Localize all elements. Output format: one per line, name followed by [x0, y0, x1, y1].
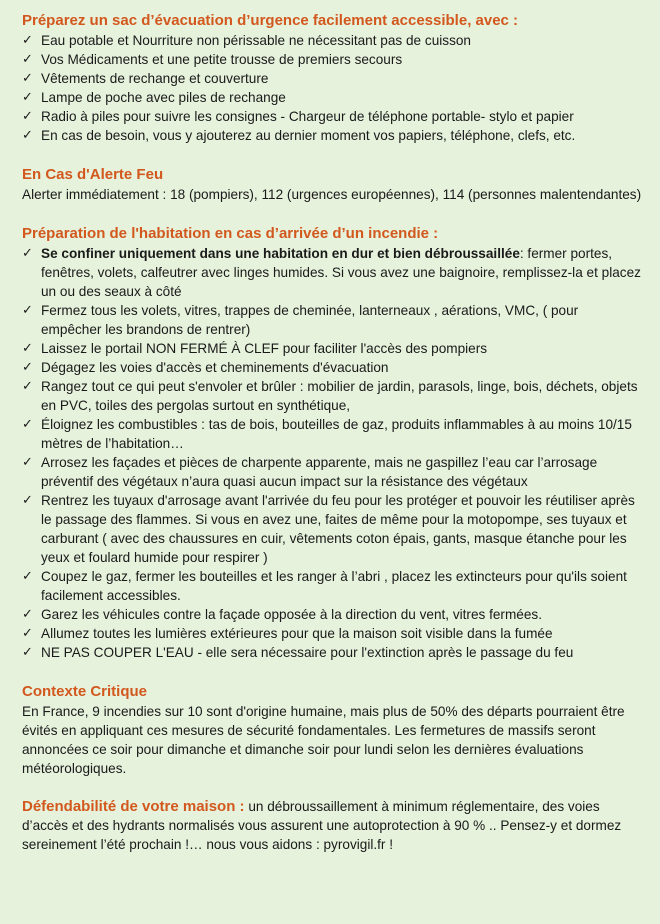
list-item — [22, 339, 642, 358]
list-item-text: Dégagez les voies d'accès et cheminements d'évacuation — [41, 360, 389, 375]
list-item-text: Vêtements de rechange et couverture — [41, 71, 269, 86]
check-icon: ✓ — [22, 341, 33, 356]
check-icon: ✓ — [22, 71, 33, 86]
list-item-text: Allumez toutes les lumières extérieures pour que la maison soit visible dans la fumée — [41, 626, 553, 641]
list-item — [22, 50, 642, 69]
check-icon: ✓ — [22, 109, 33, 124]
list-item-text: NE PAS COUPER L'EAU - elle sera nécessaire pour l'extinction après le passage du feu — [41, 645, 574, 660]
check-icon: ✓ — [22, 626, 33, 641]
check-icon: ✓ — [22, 360, 33, 375]
check-icon: ✓ — [22, 52, 33, 67]
evacuation-bag-list — [22, 31, 642, 145]
check-icon: ✓ — [22, 417, 33, 432]
check-icon: ✓ — [22, 128, 33, 143]
check-icon: ✓ — [22, 493, 33, 508]
check-icon: ✓ — [22, 607, 33, 622]
list-item-text: Eau potable et Nourriture non périssable ne nécessitant pas de cuisson — [41, 33, 471, 48]
check-icon: ✓ — [22, 645, 33, 660]
check-icon: ✓ — [22, 455, 33, 470]
section-house-preparation — [22, 223, 642, 662]
list-item — [22, 301, 642, 339]
list-item-text: Fermez tous les volets, vitres, trappes de cheminée, lanterneaux , aérations, VMC, ( pour empêcher les brandons de rentrer) — [41, 303, 579, 337]
defensibility-paragraph — [22, 797, 642, 854]
list-item — [22, 453, 642, 491]
list-item — [22, 491, 642, 567]
list-item-text: Vos Médicaments et une petite trousse de premiers secours — [41, 52, 403, 67]
list-item — [22, 624, 642, 643]
critical-context-text: En France, 9 incendies sur 10 sont d'origine humaine, mais plus de 50% des départs pourraient être évités en appliquant ces mesures de sécurité fondamentales. Les fermetures de massifs seront annoncées ce soir pour dimanche et dimanche soir pour lundi selon les dernières évaluations météorologiques. — [22, 704, 625, 776]
check-icon: ✓ — [22, 246, 33, 261]
check-icon: ✓ — [22, 303, 33, 318]
section-evacuation-bag — [22, 10, 642, 145]
list-item — [22, 88, 642, 107]
check-icon: ✓ — [22, 33, 33, 48]
list-item — [22, 567, 642, 605]
website-link[interactable]: pyrovigil.fr ! — [323, 837, 393, 852]
list-item — [22, 415, 642, 453]
list-item-text: Radio à piles pour suivre les consignes - Chargeur de téléphone portable- stylo et papier — [41, 109, 574, 124]
list-item — [22, 377, 642, 415]
list-item-text: Lampe de poche avec piles de rechange — [41, 90, 286, 105]
fire-alert-title: En Cas d'Alerte Feu — [22, 166, 164, 183]
list-item-text: Laissez le portail NON FERMÉ À CLEF pour faciliter l'accès des pompiers — [41, 341, 488, 356]
check-icon: ✓ — [22, 379, 33, 394]
house-preparation-title: Préparation de l'habitation en cas d’arrivée d’un incendie : — [22, 225, 439, 242]
list-item — [22, 244, 642, 301]
defensibility-lead: Défendabilité de votre maison : — [22, 798, 245, 815]
list-item-text: Coupez le gaz, fermer les bouteilles et les ranger à l’abri , placez les extincteurs pour qu'ils soient facilement accessibles. — [41, 569, 627, 603]
confinement-text: : fermer portes, fenêtres, volets, calfeutrer avec linges humides. Si vous avez une baignoire, remplissez-la et placez un ou des seaux à côté — [41, 246, 641, 299]
section-fire-alert — [22, 164, 642, 204]
list-item-text: Garez les véhicules contre la façade opposée à la direction du vent, vitres fermées. — [41, 607, 542, 622]
list-item — [22, 69, 642, 88]
check-icon: ✓ — [22, 90, 33, 105]
list-item — [22, 107, 642, 126]
defensibility-text: un débroussaillement à minimum réglementaire, des voies d’accès et des hydrants normalisés vous assurent une autoprotection à 90 % .. Pensez-y et dormez sereinement l’été prochain !… nous vous aidons : — [22, 799, 622, 852]
list-item-text: Arrosez les façades et pièces de charpente apparente, mais ne gaspillez l’eau car l’arrosage préventif des végétaux n’aura quasi aucun impact sur la résistance des végétaux — [41, 455, 598, 489]
list-item-text: Éloignez les combustibles : tas de bois, bouteilles de gaz, produits inflammables à au moins 10/15 mètres de l’habitation… — [41, 417, 632, 451]
list-item — [22, 605, 642, 624]
list-item — [22, 31, 642, 50]
critical-context-title: Contexte Critique — [22, 683, 148, 700]
house-preparation-list — [22, 244, 642, 662]
list-item — [22, 358, 642, 377]
evacuation-bag-title: Préparez un sac d’évacuation d’urgence facilement accessible, avec : — [22, 12, 519, 29]
list-item-text: En cas de besoin, vous y ajouterez au dernier moment vos papiers, téléphone, clefs, etc. — [41, 128, 576, 143]
list-item — [22, 126, 642, 145]
list-item — [22, 643, 642, 662]
list-item-text: Rentrez les tuyaux d'arrosage avant l'arrivée du feu pour les protéger et pouvoir les réutiliser après le passage des flammes. Si vous en avez une, faites de même pour la motopompe, ses tuyaux et carburant ( avec des chaussures en cuir, vêtements coton épais, gants, masque étanche pour les yeux et foulard humide pour respirer ) — [41, 493, 635, 565]
list-item-text: Rangez tout ce qui peut s'envoler et brûler : mobilier de jardin, parasols, linge, bois, déchets, objets en PVC, toiles des pergolas surtout en synthétique, — [41, 379, 638, 413]
section-critical-context — [22, 681, 642, 778]
section-defensibility — [22, 797, 642, 854]
confinement-bold-text: Se confiner uniquement dans une habitation en dur et bien débroussaillée — [41, 246, 520, 261]
fire-alert-text: Alerter immédiatement : 18 (pompiers), 112 (urgences européennes), 114 (personnes malentendantes) — [22, 187, 642, 202]
check-icon: ✓ — [22, 569, 33, 584]
